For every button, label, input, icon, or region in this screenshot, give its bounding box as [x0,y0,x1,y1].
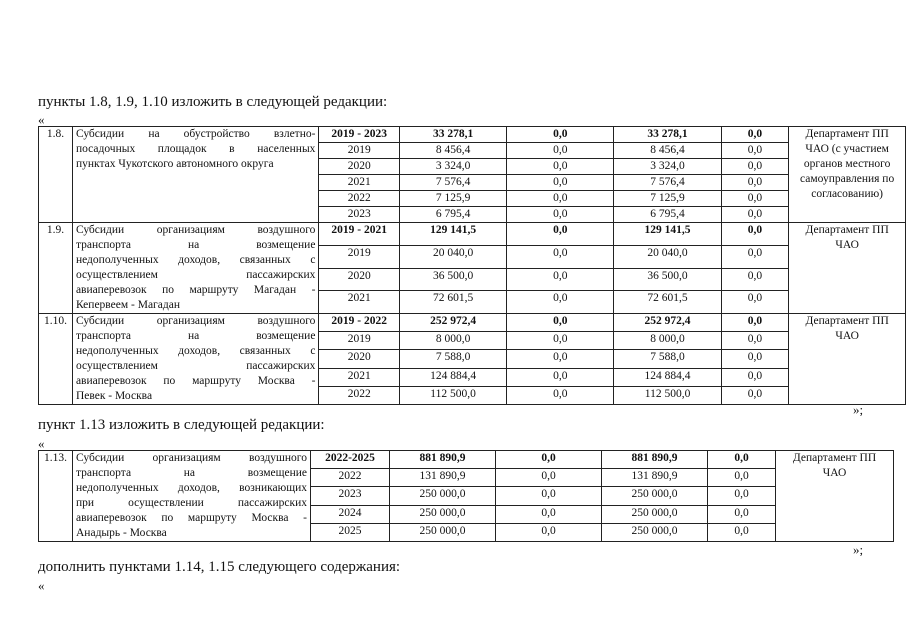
description-line: Анадырь - Москва [76,527,167,539]
budget-a-cell: 0,0 [507,207,614,223]
period-cell: 2021 [319,291,400,314]
budget-c-cell: 0,0 [721,368,789,386]
description-line: пунктах Чукотского автономного округа [75,158,274,170]
budget-c-cell: 0,0 [708,505,776,523]
budget-c-cell: 0,0 [721,191,789,207]
budget-c-cell: 0,0 [708,451,776,469]
total-cell: 6 795,4 [399,207,506,223]
total-cell: 7 125,9 [399,191,506,207]
total-cell: 252 972,4 [399,314,506,332]
org-line: Департамент ПП [805,315,889,327]
budget-b-cell: 8 000,0 [614,332,721,350]
period-cell: 2020 [319,159,400,175]
total-cell: 124 884,4 [399,368,506,386]
budget-a-cell: 0,0 [507,350,614,368]
description-line: Субсидии организациям воздушного [76,452,307,464]
org-line: ЧАО [835,239,859,251]
budget-a-cell: 0,0 [507,314,614,332]
period-cell: 2025 [311,523,390,541]
budget-a-cell: 0,0 [507,245,614,268]
description-line: транспорта на возмещение [75,239,316,251]
budget-c-cell: 0,0 [708,487,776,505]
budget-b-cell: 6 795,4 [614,207,721,223]
org-line: самоуправления по [800,173,895,185]
item-number: 1.9. [39,223,73,314]
budget-a-cell: 0,0 [496,487,602,505]
period-cell: 2020 [319,268,400,291]
total-cell: 250 000,0 [390,505,496,523]
budget-c-cell: 0,0 [721,159,789,175]
description-line: при осуществлении пассажирских [76,497,307,509]
description-line: осуществлением пассажирских [75,360,316,372]
description-line: осуществлением пассажирских [75,269,316,281]
budget-a-cell: 0,0 [507,127,614,143]
item-description [72,314,318,405]
period-cell: 2023 [319,207,400,223]
item-description [72,223,318,314]
description-line: транспорта на возмещение [76,467,307,479]
budget-c-cell: 0,0 [721,332,789,350]
description-line: недополученных доходов, связанных с [75,345,316,357]
description-line: Субсидии организациям воздушного [75,315,316,327]
budget-b-cell: 72 601,5 [614,291,721,314]
org-line: ЧАО [822,467,847,479]
period-cell: 2022 [319,386,400,404]
budget-b-cell: 8 456,4 [614,143,721,159]
budget-c-cell: 0,0 [721,245,789,268]
budget-c-cell: 0,0 [721,350,789,368]
budget-a-cell: 0,0 [507,386,614,404]
description-line: Певек - Москва [75,390,153,402]
period-cell: 2022-2025 [311,451,390,469]
description-line: авиаперевозок по маршруту Москва - [76,512,307,524]
total-cell: 33 278,1 [399,127,506,143]
intro-paragraph-3: дополнить пунктами 1.14, 1.15 следующего содержания: [38,559,401,575]
close-quote-1: »; [853,402,864,417]
period-cell: 2019 - 2021 [319,223,400,246]
org-line: органов местного [803,158,891,170]
total-cell: 7 588,0 [399,350,506,368]
budget-a-cell: 0,0 [507,268,614,291]
total-cell: 112 500,0 [399,386,506,404]
budget-b-cell: 250 000,0 [602,487,708,505]
description-line: Кепервеем - Магадан [75,299,180,311]
budget-c-cell: 0,0 [721,175,789,191]
total-cell: 250 000,0 [390,487,496,505]
close-quote-2: »; [853,542,864,557]
period-cell: 2019 [319,245,400,268]
description-line: авиаперевозок по маршруту Москва - [75,375,316,387]
responsible-org [789,314,906,405]
budget-a-cell: 0,0 [507,191,614,207]
period-cell: 2021 [319,175,400,191]
org-line: Департамент ПП [805,128,889,140]
budget-b-cell: 129 141,5 [614,223,721,246]
open-quote-3: « [38,578,45,593]
intro-paragraph-2: пункт 1.13 изложить в следующей редакции: [38,417,325,433]
period-cell: 2019 [319,332,400,350]
budget-a-cell: 0,0 [496,523,602,541]
budget-b-cell: 36 500,0 [614,268,721,291]
responsible-org [789,223,906,314]
budget-b-cell: 252 972,4 [614,314,721,332]
budget-a-cell: 0,0 [507,291,614,314]
budget-b-cell: 112 500,0 [614,386,721,404]
org-line: Департамент ПП [805,224,889,236]
description-line: Субсидии организациям воздушного [75,224,316,236]
budget-b-cell: 7 125,9 [614,191,721,207]
budget-b-cell: 250 000,0 [602,523,708,541]
period-cell: 2022 [311,469,390,487]
description-line: посадочных площадок в населенных [75,143,316,155]
budget-b-cell: 3 324,0 [614,159,721,175]
budget-b-cell: 881 890,9 [602,451,708,469]
budget-c-cell: 0,0 [721,223,789,246]
item-description [72,127,318,223]
total-cell: 250 000,0 [390,523,496,541]
budget-c-cell: 0,0 [721,268,789,291]
open-quote-2: « [38,436,45,451]
budget-c-cell: 0,0 [721,314,789,332]
period-cell: 2022 [319,191,400,207]
org-line: согласованию) [811,188,884,200]
budget-a-cell: 0,0 [496,451,602,469]
items-table-2 [38,450,894,542]
item-number: 1.13. [39,451,73,542]
period-cell: 2020 [319,350,400,368]
budget-a-cell: 0,0 [507,143,614,159]
description-line: недополученных доходов, связанных с [75,254,316,266]
org-line: ЧАО [835,330,859,342]
budget-a-cell: 0,0 [507,175,614,191]
budget-a-cell: 0,0 [507,368,614,386]
total-cell: 20 040,0 [399,245,506,268]
budget-c-cell: 0,0 [708,469,776,487]
total-cell: 129 141,5 [399,223,506,246]
org-line: ЧАО (с участием [805,143,889,155]
budget-b-cell: 131 890,9 [602,469,708,487]
budget-a-cell: 0,0 [496,469,602,487]
intro-paragraph-1: пункты 1.8, 1.9, 1.10 изложить в следующей редакции: [38,94,388,110]
responsible-org [776,451,894,542]
budget-b-cell: 124 884,4 [614,368,721,386]
item-number: 1.10. [39,314,73,405]
org-line: Департамент ПП [792,452,877,464]
period-cell: 2019 - 2022 [319,314,400,332]
period-cell: 2024 [311,505,390,523]
table-row [39,223,906,246]
period-cell: 2019 - 2023 [319,127,400,143]
budget-b-cell: 7 588,0 [614,350,721,368]
budget-c-cell: 0,0 [721,143,789,159]
table-row [39,451,894,469]
total-cell: 8 000,0 [399,332,506,350]
responsible-org [789,127,906,223]
budget-c-cell: 0,0 [721,127,789,143]
budget-a-cell: 0,0 [507,332,614,350]
budget-a-cell: 0,0 [507,223,614,246]
budget-c-cell: 0,0 [721,207,789,223]
budget-b-cell: 7 576,4 [614,175,721,191]
total-cell: 7 576,4 [399,175,506,191]
budget-a-cell: 0,0 [496,505,602,523]
item-number: 1.8. [39,127,73,223]
budget-b-cell: 20 040,0 [614,245,721,268]
description-line: транспорта на возмещение [75,330,316,342]
period-cell: 2021 [319,368,400,386]
total-cell: 36 500,0 [399,268,506,291]
budget-c-cell: 0,0 [721,291,789,314]
total-cell: 3 324,0 [399,159,506,175]
total-cell: 881 890,9 [390,451,496,469]
budget-c-cell: 0,0 [708,523,776,541]
total-cell: 131 890,9 [390,469,496,487]
table-row [39,314,906,332]
description-line: авиаперевозок по маршруту Магадан - [75,284,316,296]
budget-b-cell: 250 000,0 [602,505,708,523]
table-row [39,127,906,143]
total-cell: 8 456,4 [399,143,506,159]
item-description [73,451,311,542]
budget-a-cell: 0,0 [507,159,614,175]
period-cell: 2019 [319,143,400,159]
items-table-1 [38,126,906,405]
open-quote-1: « [38,112,45,127]
description-line: Субсидии на обустройство взлетно- [75,128,316,140]
budget-c-cell: 0,0 [721,386,789,404]
budget-b-cell: 33 278,1 [614,127,721,143]
total-cell: 72 601,5 [399,291,506,314]
description-line: недополученных доходов, возникающих [76,482,307,494]
period-cell: 2023 [311,487,390,505]
